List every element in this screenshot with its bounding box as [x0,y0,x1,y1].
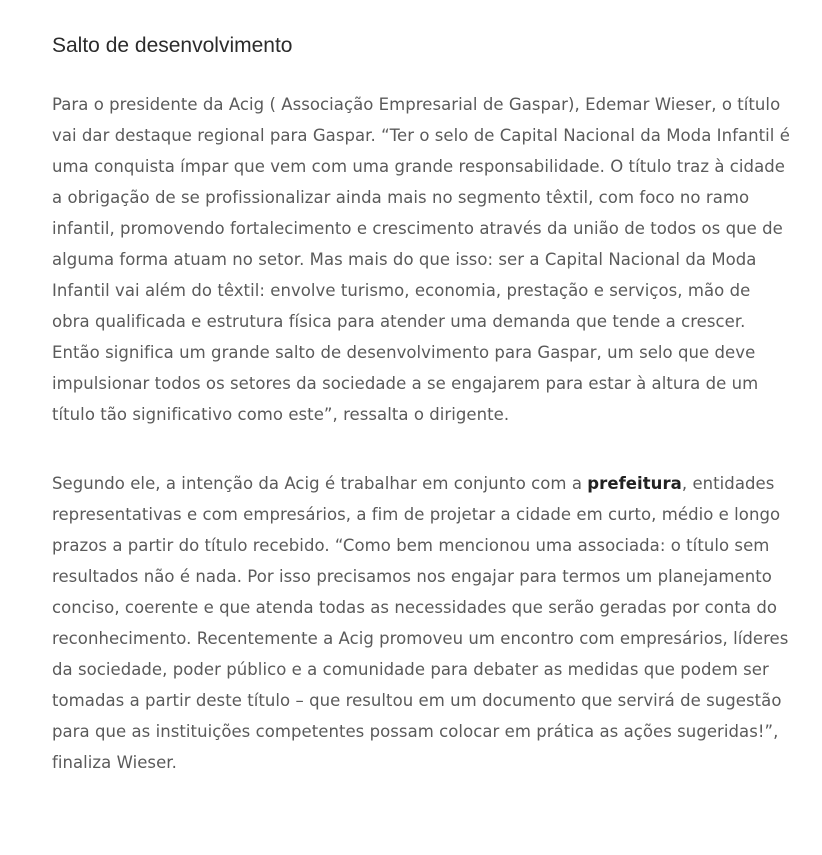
prefeitura-link[interactable]: prefeitura [587,474,682,493]
paragraph-president-quote: Para o presidente da Acig ( Associação Empresarial de Gaspar), Edemar Wieser, o título vai dar destaque regional para Gaspar. “Ter o selo de Capital Nacional da Moda Infantil é uma conquista ímpar que vem com uma grande responsabilidade. O título traz à cidade a obrigação de se profissionalizar ainda mais no segmento têxtil, com foco no ramo infantil, promovendo fortalecimento e crescimento através da união de todos os que de alguma forma atuam no setor. Mas mais do que isso: ser a Capital Nacional da Moda Infantil vai além do têxtil: envolve turismo, economia, prestação e serviços, mão de obra qualificada e estrutura física para atender uma demanda que tende a crescer. Então significa um grande salto de desenvolvimento para Gaspar, um selo que deve impulsionar todos os setores da sociedade a se engajarem para estar à altura de um título tão significativo como este”, ressalta o dirigente. [52,95,790,424]
paragraph-text-before-link: Segundo ele, a intenção da Acig é trabalhar em conjunto com a [52,474,588,493]
paragraph-text-after-link: , entidades representativas e com empresários, a fim de projetar a cidade em curto, médio e longo prazos a partir do título recebido. “Como bem mencionou uma associada: o título sem resultados não é nada. Por isso precisamos nos engajar para termos um planejamento conciso, coerente e que atenda todas as necessidades que serão geradas por conta do reconhecimento. Recentemente a Acig promoveu um encontro com empresários, líderes da sociedade, poder público e a comunidade para debater as medidas que podem ser tomadas a partir deste título – que resultou em um documento que servirá de sugestão para que as instituições competentes possam colocar em prática as ações sugeridas!”, finaliza Wieser. [52,474,789,772]
paragraph-acig-intention [52,468,792,778]
section-heading: Salto de desenvolvimento [52,34,293,57]
article-body [52,30,792,778]
